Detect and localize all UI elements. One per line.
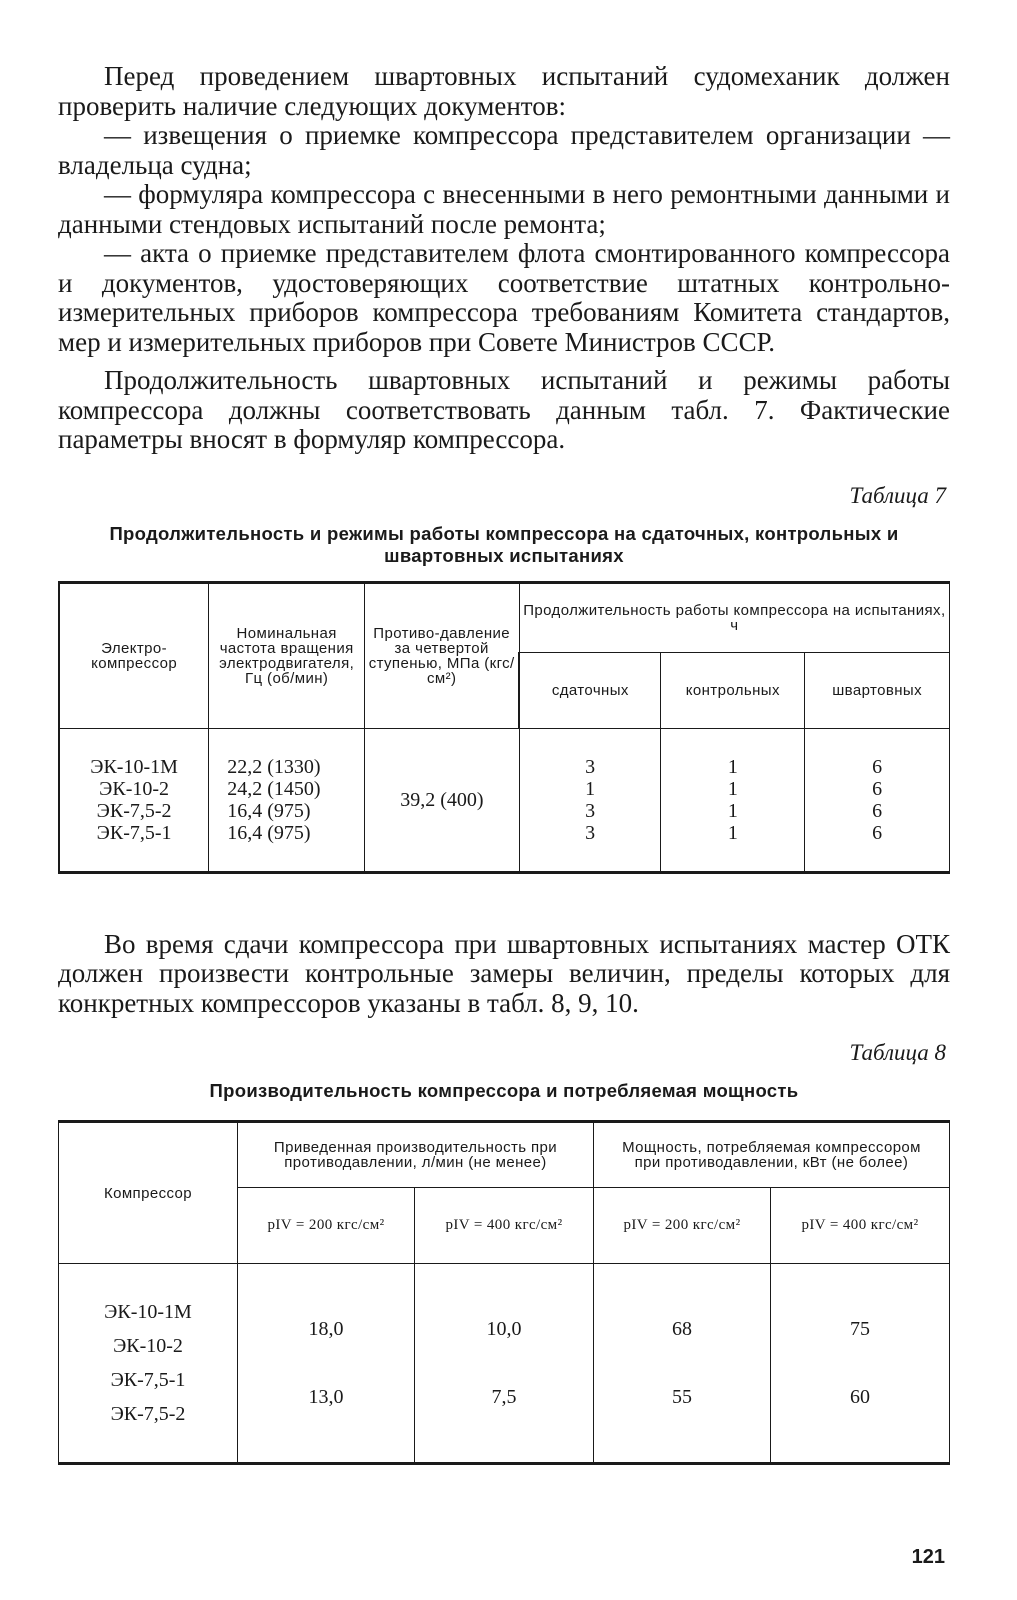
table7	[58, 581, 950, 874]
t7-frequency: 24,2 (1450)	[227, 777, 321, 800]
t7-frequency: 16,4 (975)	[227, 821, 311, 844]
t7-acceptance	[519, 728, 661, 872]
t8-header-capacity: Приведенная производительность при противодавлении, л/мин (не менее)	[238, 1122, 594, 1188]
t7-mooring-value: 6	[872, 777, 883, 800]
paragraph-duration: Продолжительность швартовных испытаний и режимы работы компрессора должны соответствовать данным табл. 7. Фактические параметры вносят в формуляр компрессора.	[58, 365, 950, 454]
t7-compressor: ЭК-7,5-1	[96, 821, 172, 844]
t7-control-value: 1	[727, 821, 738, 844]
t8-value: 13,0	[308, 1386, 344, 1408]
t7-compressor: ЭК-10-1М	[90, 755, 178, 778]
t8-value: 55	[671, 1386, 692, 1408]
t8-header-power: Мощность, потребляемая компрессором при противодавлении, кВт (не более)	[593, 1122, 949, 1188]
t7-frequency: 16,4 (975)	[227, 799, 311, 822]
t7-header-control: контрольных	[661, 652, 805, 728]
t8-compressors	[59, 1264, 238, 1464]
t8-compressor: ЭК-10-1М	[104, 1301, 192, 1323]
t7-header-compressor: Электро-компрессор	[59, 582, 209, 728]
t7-header-frequency: Номинальная частота вращения электродвигателя, Гц (об/мин)	[209, 582, 365, 728]
t7-mooring-value: 6	[872, 799, 883, 822]
t7-mooring-value: 6	[872, 821, 883, 844]
t7-frequency: 22,2 (1330)	[227, 755, 321, 778]
page	[58, 62, 950, 1465]
t7-header-duration: Продолжительность работы компрессора на испытаниях, ч	[519, 582, 949, 652]
t7-mooring	[805, 728, 950, 872]
t7-acceptance-value: 3	[585, 821, 596, 844]
t7-mooring-value: 6	[872, 755, 883, 778]
t8-power-200	[593, 1264, 770, 1464]
t8-header-compressor: Компрессор	[59, 1122, 238, 1264]
paragraph-item-1: — извещения о приемке компрессора представителем организации — владельца судна;	[58, 120, 950, 180]
t8-value: 18,0	[308, 1318, 344, 1340]
paragraph-item-2: — формуляра компрессора с внесенными в него ремонтными данными и данными стендовых испытаний после ремонта;	[58, 179, 950, 239]
paragraph-intro: Перед проведением швартовных испытаний судомеханик должен проверить наличие следующих документов:	[58, 61, 950, 121]
t8-value: 10,0	[486, 1318, 522, 1340]
table7-title: Продолжительность и режимы работы компрессора на сдаточных, контрольных и швартовных испытаниях	[109, 522, 899, 566]
t7-acceptance-value: 3	[585, 799, 596, 822]
t8-header-p200-power: pIV = 200 кгс/см²	[593, 1188, 770, 1264]
paragraph-item-3: — акта о приемке представителем флота смонтированного компрессора и документов, удостоверяющих соответствие штатных контрольно-измерительных приборов компрессора требованиям Комитета стандартов, мер и измерительных приборов при Совете Министров СССР.	[58, 238, 950, 357]
table8	[58, 1120, 950, 1465]
t7-compressor: ЭК-7,5-2	[96, 799, 172, 822]
t8-value: 68	[671, 1318, 692, 1340]
t7-control-value: 1	[727, 777, 738, 800]
t7-header-acceptance: сдаточных	[519, 652, 661, 728]
t8-value: 60	[849, 1386, 870, 1408]
t7-frequencies	[209, 728, 365, 872]
t8-power-400	[770, 1264, 949, 1464]
t7-control	[661, 728, 805, 872]
page-number: 121	[911, 1546, 945, 1568]
table8-caption: Таблица 8	[849, 1040, 946, 1065]
t8-compressor: ЭК-7,5-1	[110, 1369, 186, 1391]
t7-acceptance-value: 1	[585, 777, 596, 800]
t8-compressor: ЭК-10-2	[113, 1335, 183, 1357]
t7-compressor: ЭК-10-2	[99, 777, 170, 800]
t7-compressors	[59, 728, 209, 872]
t8-compressor: ЭК-7,5-2	[110, 1403, 186, 1425]
paragraph-otk: Во время сдачи компрессора при швартовных испытаниях мастер ОТК должен произвести контрольные замеры величин, пределы которых для конкретных компрессоров указаны в табл. 8, 9, 10.	[58, 928, 950, 1018]
t7-control-value: 1	[727, 755, 738, 778]
t8-header-p400-capacity: pIV = 400 кгс/см²	[414, 1188, 593, 1264]
t7-header-backpressure: Противо-давление за четвертой ступенью, МПа (кгс/см²)	[365, 582, 520, 728]
t7-control-value: 1	[727, 799, 738, 822]
t8-header-p200-capacity: pIV = 200 кгс/см²	[238, 1188, 415, 1264]
t7-acceptance-value: 3	[585, 755, 596, 778]
t8-value: 75	[849, 1318, 870, 1340]
t7-backpressure: 39,2 (400)	[365, 728, 520, 872]
t8-header-p400-power: pIV = 400 кгс/см²	[770, 1188, 949, 1264]
t8-capacity-200	[238, 1264, 415, 1464]
t7-header-mooring: швартовных	[805, 652, 950, 728]
t8-value: 7,5	[491, 1386, 517, 1408]
table7-caption: Таблица 7	[849, 482, 946, 508]
t8-capacity-400	[414, 1264, 593, 1464]
table8-title: Производительность компрессора и потребляемая мощность	[209, 1080, 799, 1101]
